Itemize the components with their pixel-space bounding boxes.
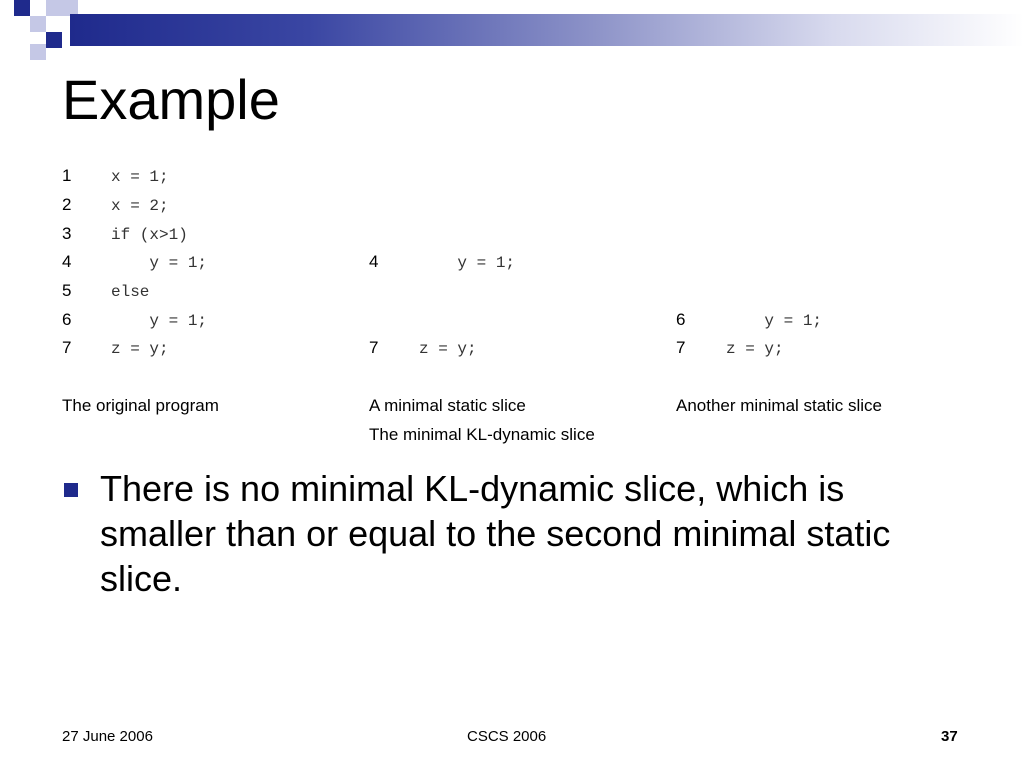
line-number: 7: [676, 338, 686, 357]
caption-slice-a: A minimal static slice: [369, 396, 526, 415]
footer-date: 27 June 2006: [62, 728, 153, 745]
caption-slice-a-dynamic: The minimal KL-dynamic slice: [369, 425, 595, 444]
line-number: 7: [62, 338, 72, 357]
code-line: x = 2;: [111, 197, 169, 215]
line-number: 5: [62, 281, 72, 300]
slide-title: Example: [62, 68, 280, 131]
caption-slice-b: Another minimal static slice: [676, 396, 882, 415]
code-line: y = 1;: [111, 254, 208, 272]
line-number: 6: [676, 310, 686, 329]
line-number: 4: [369, 252, 379, 271]
code-line: else: [111, 283, 150, 301]
code-line: z = y;: [419, 340, 477, 358]
bullet-square-icon: [64, 483, 78, 497]
code-line: z = y;: [111, 340, 169, 358]
code-line: y = 1;: [419, 254, 516, 272]
footer-center: CSCS 2006: [467, 728, 547, 745]
code-line: y = 1;: [111, 312, 208, 330]
code-line: if (x>1): [111, 226, 188, 244]
line-number: 1: [62, 166, 72, 185]
line-number: 3: [62, 224, 72, 243]
bullet-text: There is no minimal KL-dynamic slice, which is smaller than or equal to the second minimal static slice.: [100, 468, 891, 599]
code-line: x = 1;: [111, 168, 169, 186]
code-line: z = y;: [726, 340, 784, 358]
code-line: y = 1;: [726, 312, 823, 330]
caption-original: The original program: [62, 396, 219, 415]
line-number: 6: [62, 310, 72, 329]
line-number: 2: [62, 195, 72, 214]
line-number: 4: [62, 252, 72, 271]
page-number: 37: [941, 728, 958, 745]
line-number: 7: [369, 338, 379, 357]
